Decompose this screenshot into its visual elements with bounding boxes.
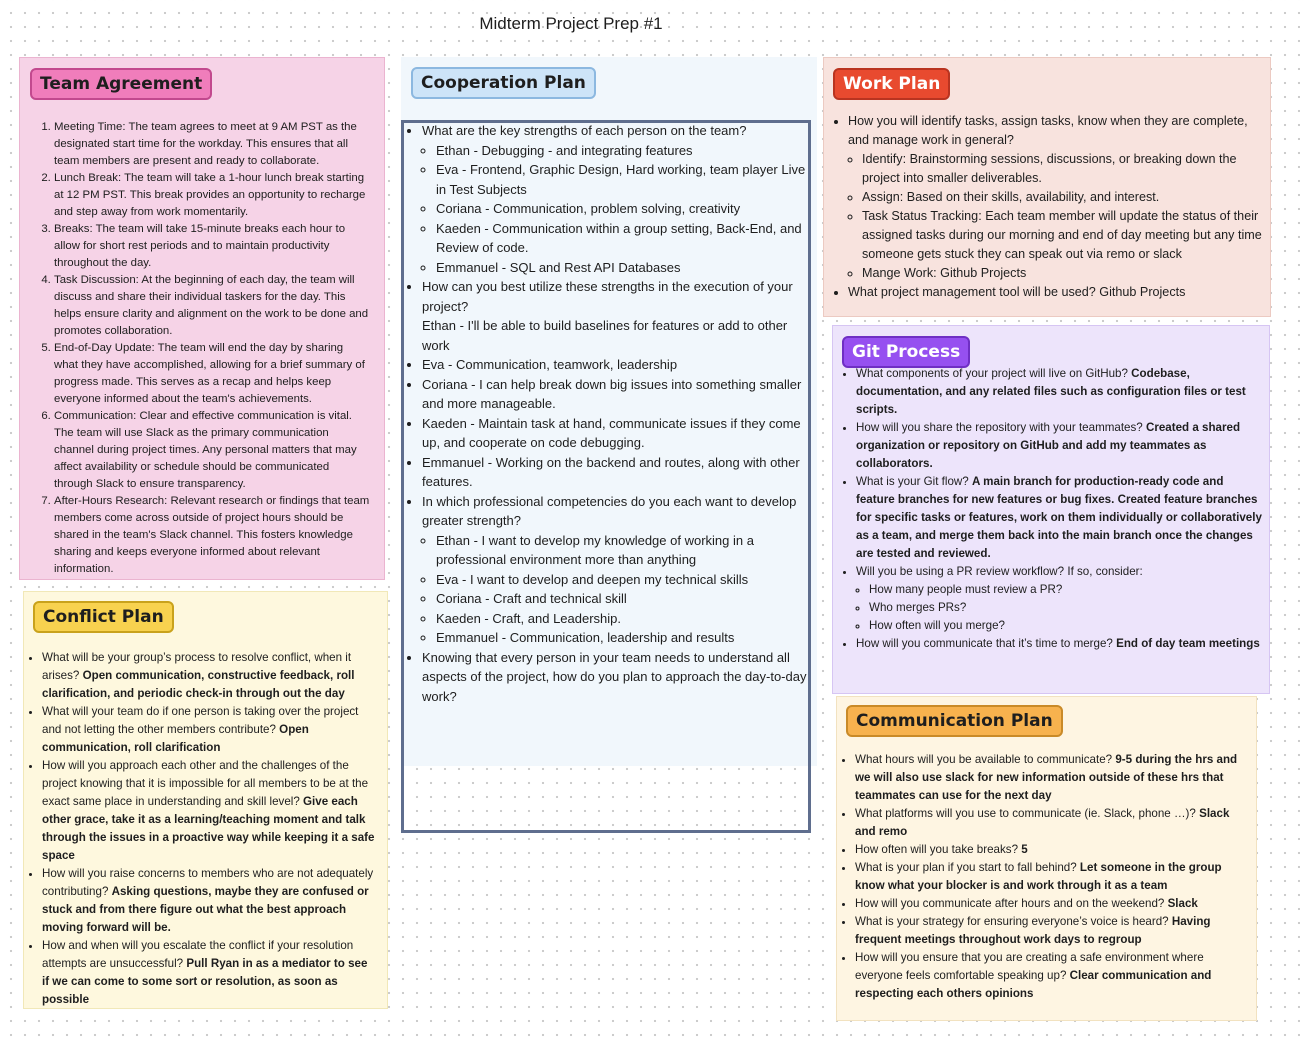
- list-item: • How will you approach each other and the challenges of the project knowing that it is impossible for all members to be at the exact same place in understanding and skill level? Give each other grace, take it as a learning/teaching moment and talk through the issues in a proactive way while keeping it a safe space: [42, 757, 377, 865]
- list-item: 7. After-Hours Research: Relevant research or findings that team members come across outside of project hours should be shared in the team's Slack channel. This fosters knowledge sharing and keeps everyone informed about relevant information.: [54, 493, 370, 578]
- communication-plan-text[interactable]: [842, 751, 1252, 1003]
- list-item: • What components of your project will live on GitHub? Codebase, documentation, and any related files such as configuration files or test scripts.: [856, 365, 1263, 419]
- list-item: • How and when will you escalate the conflict if your resolution attempts are unsuccessful? Pull Ryan in as a mediator to see if we can come to some sort or resolution, as soon as possible: [42, 937, 377, 1009]
- list-item: ◦ Emmanuel - Communication, leadership and results: [436, 628, 812, 648]
- conflict-plan-section[interactable]: [23, 591, 388, 1009]
- list-item: • How you will identify tasks, assign tasks, know when they are complete, and manage work in general? ◦ Identify: Brainstorming sessions, discussions, or breaking down the project into smaller deliverables. ◦ Assign: Based on their skills, availability, and interest. ◦ Task Status Tracking: Each team member will update the status of their assigned tasks during our morning and end of day meeting but any time someone gets stuck they can speak out via remo or slack ◦ Mange Work: Github Projects: [848, 112, 1264, 283]
- list-item: 2. Lunch Break: The team will take a 1-hour lunch break starting at 12 PM PST. This break provides an opportunity to recharge and step away from work momentarily.: [54, 170, 370, 221]
- list-item: • Eva - Communication, teamwork, leadership: [422, 355, 812, 375]
- cooperation-plan-tag[interactable]: Cooperation Plan: [411, 67, 596, 99]
- list-item: • How will you communicate after hours and on the weekend? Slack: [855, 895, 1252, 913]
- list-item: ◦ Eva - Frontend, Graphic Design, Hard working, team player Live in Test Subjects: [436, 160, 812, 199]
- team-agreement-text[interactable]: [36, 119, 370, 578]
- list-item: • What will be your group’s process to resolve conflict, when it arises? Open communication, constructive feedback, roll clarification, and periodic check-in through out the day: [42, 649, 377, 703]
- list-item: 3. Breaks: The team will take 15-minute breaks each hour to allow for short rest periods and to maintain productivity throughout the day.: [54, 221, 370, 272]
- list-item: • What is your strategy for ensuring everyone’s voice is heard? Having frequent meetings throughout work days to regroup: [855, 913, 1252, 949]
- list-item: • In which professional competencies do you each want to develop greater strength? ◦ Ethan - I want to develop my knowledge of working in a professional environment more than anything ◦ Eva - I want to develop and deepen my technical skills ◦ Coriana - Craft and technical skill ◦ Kaeden - Craft, and Leadership. ◦ Emmanuel - Communication, leadership and results: [422, 492, 812, 648]
- list-item: 4. Task Discussion: At the beginning of each day, the team will discuss and share their individual taskers for the day. This helps ensure clarity and alignment on the work to be done and promotes collaboration.: [54, 272, 370, 340]
- list-item: 1. Meeting Time: The team agrees to meet at 9 AM PST as the designated start time for the workday. This ensures that all team members are present and ready to collaborate.: [54, 119, 370, 170]
- list-item: ◦ Task Status Tracking: Each team member will update the status of their assigned tasks during our morning and end of day meeting but any time someone gets stuck they can speak out via remo or slack: [862, 207, 1264, 264]
- list-item: • How will you raise concerns to members who are not adequately contributing? Asking questions, maybe they are confused or stuck and from there figure out what the best approach moving forward will be.: [42, 865, 377, 937]
- list-item: ◦ Kaeden - Craft, and Leadership.: [436, 609, 812, 629]
- list-item: ◦ Assign: Based on their skills, availability, and interest.: [862, 188, 1264, 207]
- list-item: ◦ Emmanuel - SQL and Rest API Databases: [436, 258, 812, 278]
- list-item: ◦ Coriana - Craft and technical skill: [436, 589, 812, 609]
- list-item: • What platforms will you use to communicate (ie. Slack, phone …)? Slack and remo: [855, 805, 1252, 841]
- selection-frame[interactable]: [401, 120, 811, 833]
- list-item: • How will you ensure that you are creating a safe environment where everyone feels comfortable speaking up? Clear communication and respecting each others opinions: [855, 949, 1252, 1003]
- communication-plan-tag[interactable]: Communication Plan: [846, 705, 1063, 737]
- list-item: ◦ Who merges PRs?: [869, 599, 1263, 617]
- list-item: ◦ Identify: Brainstorming sessions, discussions, or breaking down the project into smaller deliverables.: [862, 150, 1264, 188]
- git-process-section[interactable]: [832, 325, 1270, 694]
- board-title: Midterm Project Prep #1: [479, 14, 663, 33]
- git-process-text[interactable]: [843, 365, 1263, 653]
- list-item: ◦ Coriana - Communication, problem solving, creativity: [436, 199, 812, 219]
- list-item: • Coriana - I can help break down big issues into something smaller and more manageable.: [422, 375, 812, 414]
- git-process-tag[interactable]: Git Process: [842, 336, 970, 368]
- list-item: • Emmanuel - Working on the backend and routes, along with other features.: [422, 453, 812, 492]
- list-item: • How will you share the repository with your teammates? Created a shared organization or repository on GitHub and add my teammates as collaborators.: [856, 419, 1263, 473]
- list-item: • Kaeden - Maintain task at hand, communicate issues if they come up, and cooperate on code debugging.: [422, 414, 812, 453]
- list-item: ◦ Mange Work: Github Projects: [862, 264, 1264, 283]
- team-agreement-tag[interactable]: Team Agreement: [30, 68, 212, 100]
- list-item: • What hours will you be available to communicate? 9-5 during the hrs and we will also use slack for new information outside of these hrs that teammates can use for the next day: [855, 751, 1252, 805]
- list-item: ◦ Ethan - I want to develop my knowledge of working in a professional environment more than anything: [436, 531, 812, 570]
- list-item: ◦ Eva - I want to develop and deepen my technical skills: [436, 570, 812, 590]
- list-item: • What are the key strengths of each person on the team? ◦ Ethan - Debugging - and integrating features ◦ Eva - Frontend, Graphic Design, Hard working, team player Live in Test Subjects ◦ Coriana - Communication, problem solving, creativity ◦ Kaeden - Communication within a group setting, Back-End, and Review of code. ◦ Emmanuel - SQL and Rest API Databases: [422, 121, 812, 277]
- conflict-plan-text[interactable]: [27, 649, 377, 1009]
- list-item: • How often will you take breaks? 5: [855, 841, 1252, 859]
- work-plan-section[interactable]: [823, 57, 1271, 317]
- list-item: ◦ Kaeden - Communication within a group setting, Back-End, and Review of code.: [436, 219, 812, 258]
- list-item: • What is your Git flow? A main branch for production-ready code and feature branches for new features or bug fixes. Created feature branches for specific tasks or features, work on them individually or collaboratively as a team, and merge them back into the main branch once the changes are tested and reviewed.: [856, 473, 1263, 563]
- list-item: 5. End-of-Day Update: The team will end the day by sharing what they have accomplished, allowing for a brief summary of progress made. This serves as a recap and helps keep everyone informed about the team's achievements.: [54, 340, 370, 408]
- list-item: • What is your plan if you start to fall behind? Let someone in the group know what your blocker is and work through it as a team: [855, 859, 1252, 895]
- list-item: • What will your team do if one person is taking over the project and not letting the other members contribute? Open communication, roll clarification: [42, 703, 377, 757]
- list-item: • What project management tool will be used? Github Projects: [848, 283, 1264, 302]
- team-agreement-section[interactable]: [19, 57, 385, 580]
- list-item: ◦ How many people must review a PR?: [869, 581, 1263, 599]
- conflict-plan-tag[interactable]: Conflict Plan: [33, 601, 174, 633]
- work-plan-tag[interactable]: Work Plan: [833, 68, 950, 100]
- list-item: ◦ How often will you merge?: [869, 617, 1263, 635]
- work-plan-text[interactable]: [834, 112, 1264, 302]
- list-item: ◦ Ethan - Debugging - and integrating features: [436, 141, 812, 161]
- list-item: • Knowing that every person in your team needs to understand all aspects of the project, how do you plan to approach the day-to-day work?: [422, 648, 812, 707]
- list-item: • Will you be using a PR review workflow? If so, consider: ◦ How many people must review a PR? ◦ Who merges PRs? ◦ How often will you merge?: [856, 563, 1263, 635]
- communication-plan-section[interactable]: [836, 696, 1257, 1021]
- list-item: • How can you best utilize these strengths in the execution of your project? Ethan - I'll be able to build baselines for features or add to other work: [422, 277, 812, 355]
- list-item: 6. Communication: Clear and effective communication is vital. The team will use Slack as the primary communication channel during project times. Any personal matters that may affect availability or schedule should be communicated through Slack to ensure transparency.: [54, 408, 370, 493]
- list-item: • How will you communicate that it’s time to merge? End of day team meetings: [856, 635, 1263, 653]
